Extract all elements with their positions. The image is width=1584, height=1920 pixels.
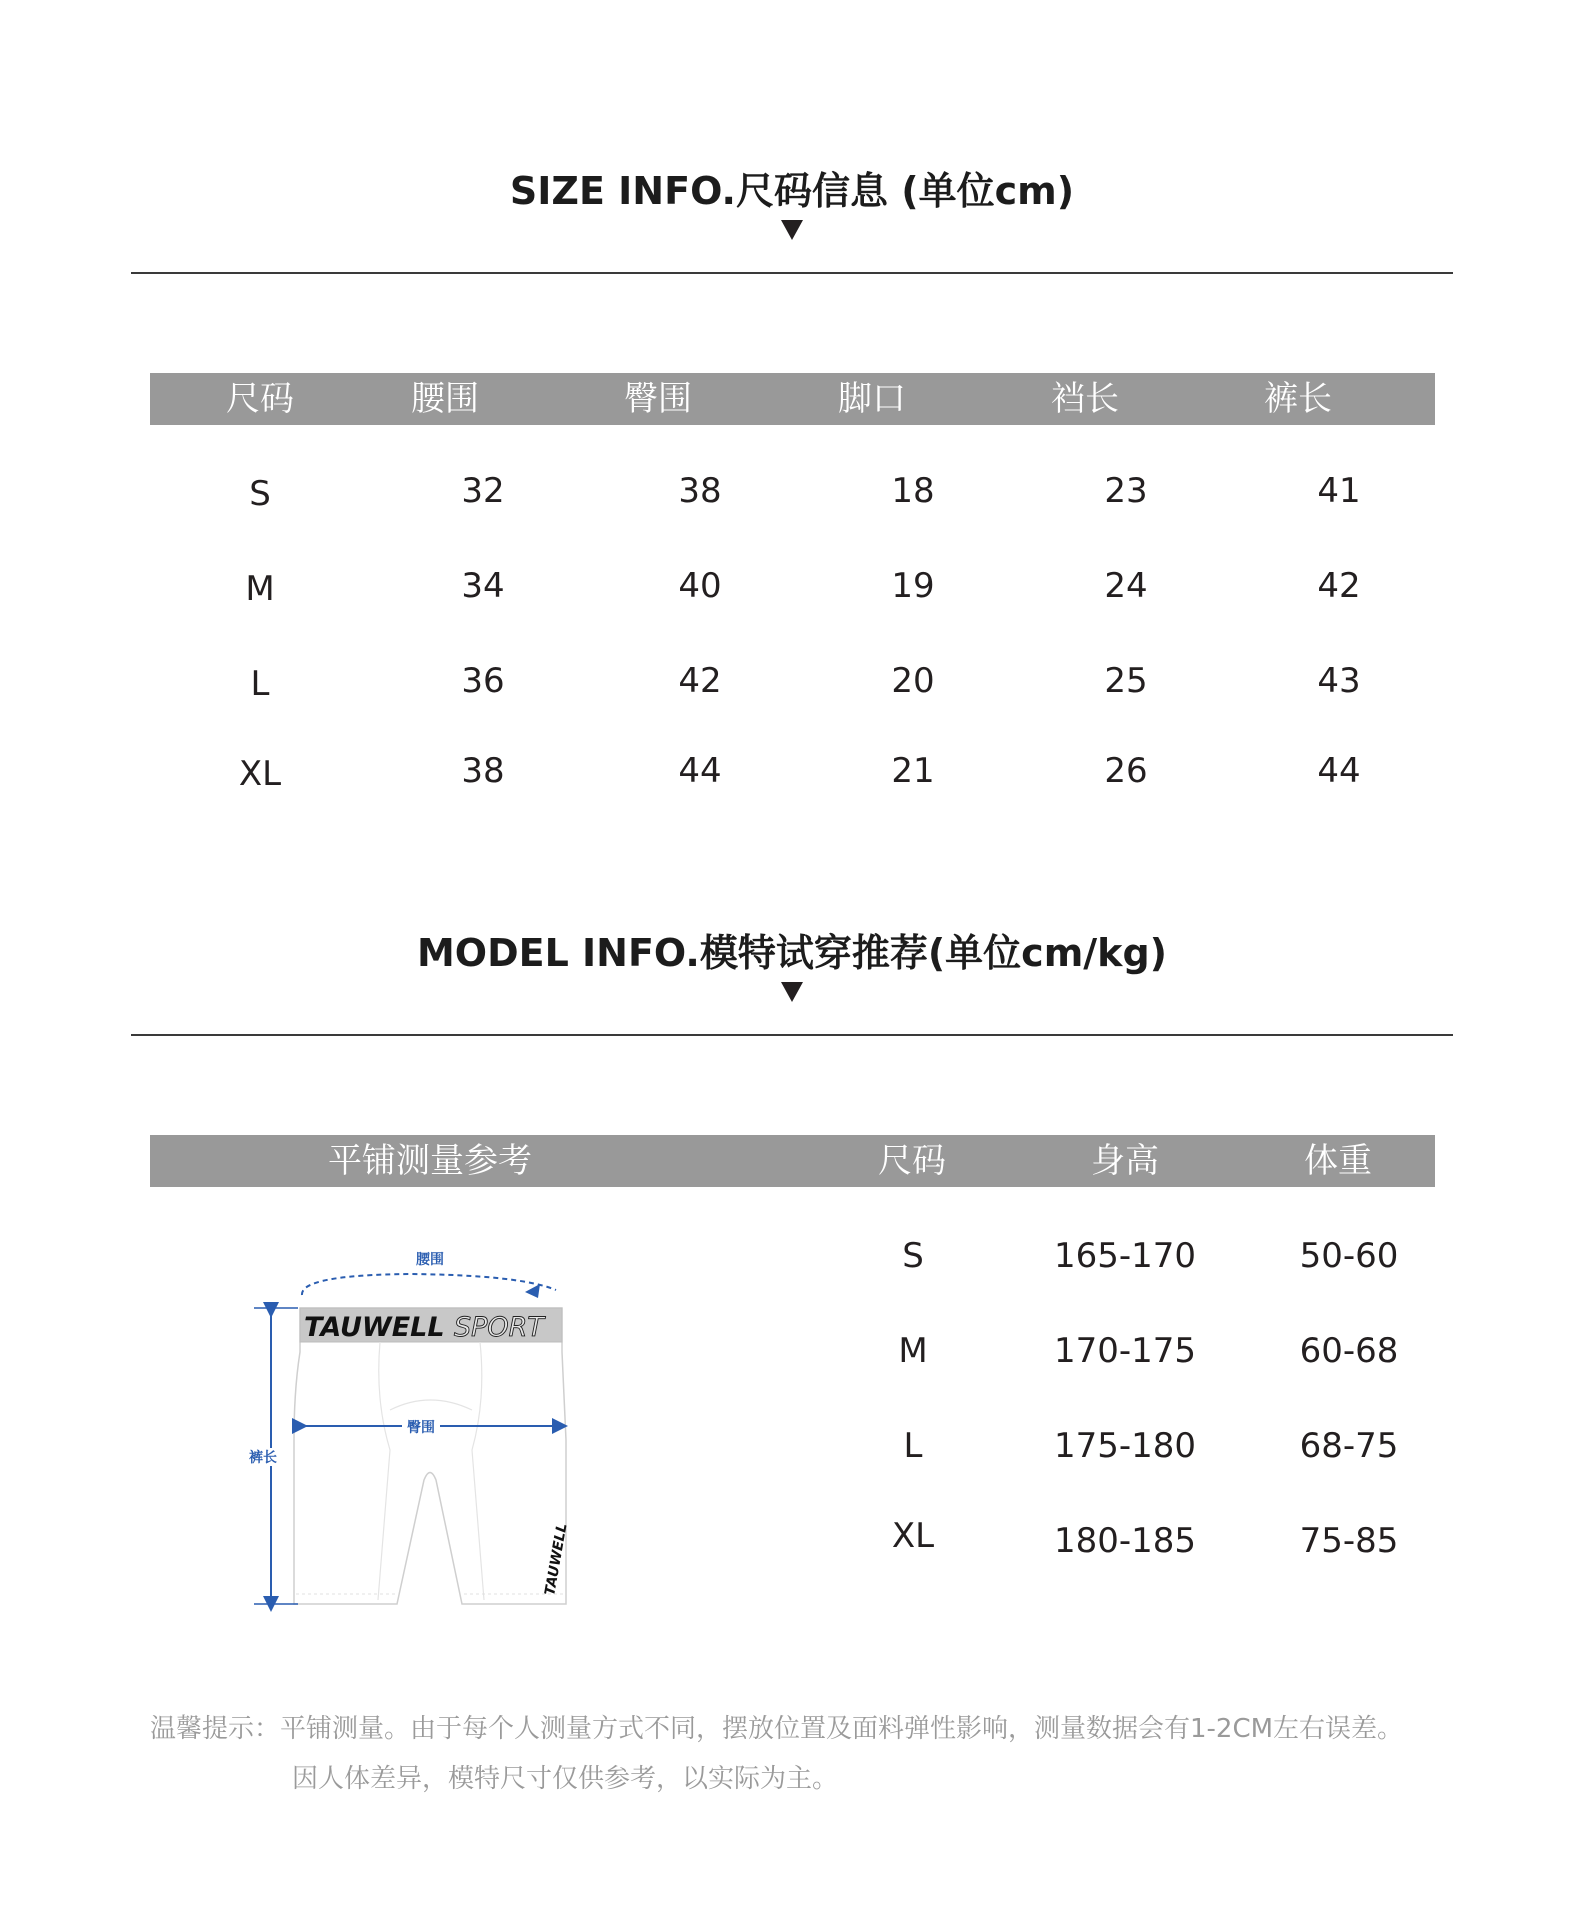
model-cell: 165-170 <box>1053 1236 1197 1276</box>
size-cell: 20 <box>891 661 935 701</box>
size-header-rise: 裆长 <box>1051 379 1119 419</box>
waist-arrow-icon <box>525 1284 540 1298</box>
hip-label: 臀围 <box>407 1420 435 1436</box>
size-cell: 44 <box>678 751 722 791</box>
size-cell: M <box>245 569 275 609</box>
model-table-header <box>150 1135 1435 1187</box>
model-info-title: MODEL INFO.模特试穿推荐(单位cm/kg) <box>416 931 1168 975</box>
size-cell: 25 <box>1104 661 1148 701</box>
model-cell: M <box>898 1331 928 1371</box>
size-cell: 44 <box>1317 751 1361 791</box>
size-cell: 38 <box>461 751 505 791</box>
model-cell: 68-75 <box>1299 1426 1399 1466</box>
size-cell: 38 <box>678 471 722 511</box>
model-cell: 50-60 <box>1299 1236 1399 1276</box>
size-cell: S <box>249 474 271 514</box>
model-cell: 75-85 <box>1299 1521 1399 1561</box>
size-cell: 43 <box>1317 661 1361 701</box>
size-cell: 26 <box>1104 751 1148 791</box>
size-header-size: 尺码 <box>226 379 294 419</box>
brand-sub-label: SPORT <box>454 1312 544 1343</box>
size-header-length: 裤长 <box>1264 379 1332 419</box>
shorts-outline <box>294 1308 566 1604</box>
size-cell: 36 <box>461 661 505 701</box>
model-header-weight: 体重 <box>1304 1141 1372 1181</box>
model-cell: XL <box>891 1516 935 1556</box>
size-cell: 19 <box>891 566 935 606</box>
size-cell: 18 <box>891 471 935 511</box>
model-info-arrow-icon <box>781 982 803 1002</box>
size-cell: 41 <box>1317 471 1361 511</box>
length-label: 裤长 <box>249 1450 277 1466</box>
waist-label: 腰围 <box>416 1252 444 1268</box>
size-info-title: SIZE INFO.尺码信息 (单位cm) <box>509 169 1075 213</box>
size-cell: 24 <box>1104 566 1148 606</box>
shorts-measurement-diagram <box>240 1240 580 1620</box>
model-cell: 60-68 <box>1299 1331 1399 1371</box>
size-cell: 42 <box>678 661 722 701</box>
size-cell: 40 <box>678 566 722 606</box>
size-info-arrow-icon <box>781 220 803 240</box>
model-cell: 180-185 <box>1053 1521 1197 1561</box>
size-cell: 42 <box>1317 566 1361 606</box>
size-info-divider <box>131 272 1453 274</box>
size-table-header <box>150 373 1435 425</box>
waist-measure-arc <box>302 1274 556 1295</box>
model-cell: L <box>903 1426 923 1466</box>
model-info-divider <box>131 1034 1453 1036</box>
model-header-size: 尺码 <box>878 1141 946 1181</box>
size-cell: 23 <box>1104 471 1148 511</box>
brand-main-label: TAUWELL <box>304 1312 445 1343</box>
size-cell: XL <box>238 754 282 794</box>
size-header-hip: 臀围 <box>624 379 692 419</box>
model-cell: S <box>902 1236 924 1276</box>
leg-brand-label: TAUWELL <box>542 1522 571 1597</box>
model-cell: 170-175 <box>1053 1331 1197 1371</box>
size-header-waist: 腰围 <box>411 379 479 419</box>
model-header-diagram: 平铺测量参考 <box>328 1141 532 1181</box>
note-line-1: 温馨提示：平铺测量。由于每个人测量方式不同，摆放位置及面料弹性影响，测量数据会有1-2CM左右误差。 <box>150 1714 1404 1744</box>
size-cell: L <box>250 664 270 704</box>
note-line-2: 因人体差异，模特尺寸仅供参考，以实际为主。 <box>292 1764 839 1794</box>
size-cell: 21 <box>891 751 935 791</box>
size-cell: 34 <box>461 566 505 606</box>
size-cell: 32 <box>461 471 505 511</box>
model-cell: 175-180 <box>1053 1426 1197 1466</box>
size-header-hem: 脚口 <box>838 379 906 419</box>
model-header-height: 身高 <box>1091 1141 1159 1181</box>
